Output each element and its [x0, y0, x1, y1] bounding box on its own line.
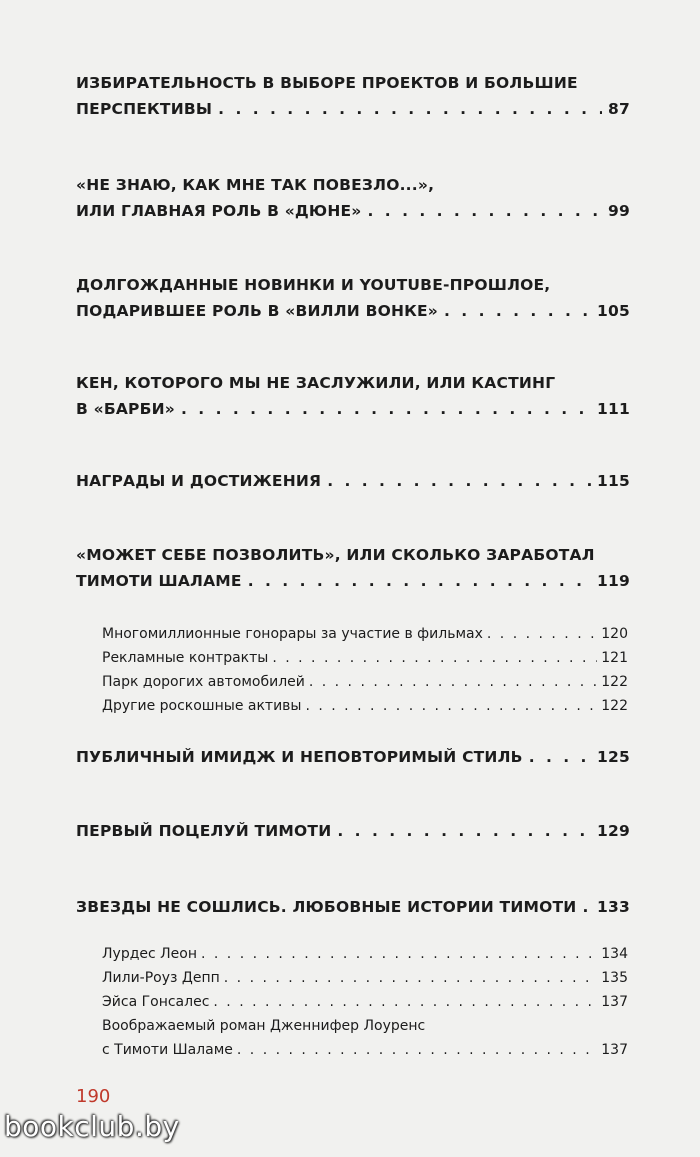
toc-entry-title: ПОДАРИВШЕЕ РОЛЬ В «ВИЛЛИ ВОНКЕ»: [76, 302, 438, 320]
leader-dots: [327, 468, 591, 494]
toc-entry: [76, 468, 630, 494]
toc-entry: [76, 70, 630, 122]
toc-subentry: [102, 694, 628, 718]
toc-subentry-title: Лурдес Леон: [102, 946, 197, 962]
toc-page-number: 129: [597, 822, 630, 840]
toc-page-number: 135: [601, 970, 628, 986]
toc-entry-line: «МОЖЕТ СЕБЕ ПОЗВОЛИТЬ», ИЛИ СКОЛЬКО ЗАРАБОТАЛ: [76, 546, 595, 564]
toc-subentry-line: Воображаемый роман Дженнифер Лоуренс: [102, 1018, 426, 1034]
toc-entry-line: ИЗБИРАТЕЛЬНОСТЬ В ВЫБОРЕ ПРОЕКТОВ И БОЛЬШИЕ: [76, 74, 578, 92]
leader-dots: [309, 670, 597, 694]
leader-dots: [487, 622, 597, 646]
page-number: 190: [76, 1086, 111, 1107]
toc-entry-title: ЗВЕЗДЫ НЕ СОШЛИСЬ. ЛЮБОВНЫЕ ИСТОРИИ ТИМОТИ: [76, 898, 577, 916]
toc-entry: [76, 744, 630, 770]
toc-page-number: 125: [597, 748, 630, 766]
toc-entry-title: ПЕРСПЕКТИВЫ: [76, 100, 213, 118]
toc-page-number: 133: [597, 898, 630, 916]
toc-entry: [76, 172, 630, 224]
toc-subentry: [102, 990, 628, 1014]
toc-subsection-list: [102, 622, 628, 718]
leader-dots: [529, 744, 591, 770]
toc-page-number: 111: [597, 400, 630, 418]
toc-page-number: 134: [601, 946, 628, 962]
toc-page-number: 105: [597, 302, 630, 320]
toc-entry-line: «НЕ ЗНАЮ, КАК МНЕ ТАК ПОВЕЗЛО...»,: [76, 176, 435, 194]
toc-subentry-title: Эйса Гонсалес: [102, 994, 210, 1010]
toc-entry-title: ПЕРВЫЙ ПОЦЕЛУЙ ТИМОТИ: [76, 822, 332, 840]
toc-entry-title: В «БАРБИ»: [76, 400, 175, 418]
leader-dots: [237, 1038, 597, 1062]
toc-subentry: [102, 942, 628, 966]
toc-subentry-title: Другие роскошные активы: [102, 698, 302, 714]
toc-entry-title: ТИМОТИ ШАЛАМЕ: [76, 572, 242, 590]
toc-page-number: 122: [601, 674, 628, 690]
toc-entry-line: ДОЛГОЖДАННЫЕ НОВИНКИ И YOUTUBE-ПРОШЛОЕ,: [76, 276, 551, 294]
toc-subentry: [102, 670, 628, 694]
leader-dots: [582, 894, 591, 920]
toc-page-number: 137: [601, 1042, 628, 1058]
toc-page-number: 87: [608, 100, 630, 118]
toc-subentry: [102, 646, 628, 670]
toc-subentry-title: с Тимоти Шаламе: [102, 1042, 233, 1058]
toc-page-number: 121: [601, 650, 628, 666]
toc-entry-title: ИЛИ ГЛАВНАЯ РОЛЬ В «ДЮНЕ»: [76, 202, 362, 220]
toc-entry-line: КЕН, КОТОРОГО МЫ НЕ ЗАСЛУЖИЛИ, ИЛИ КАСТИНГ: [76, 374, 556, 392]
toc-subentry-title: Многомиллионные гонорары за участие в фильмах: [102, 626, 483, 642]
leader-dots: [368, 198, 603, 224]
leader-dots: [337, 818, 591, 844]
toc-entry: [76, 272, 630, 324]
toc-subentry: [102, 966, 628, 990]
leader-dots: [213, 990, 597, 1014]
toc-entry: [76, 818, 630, 844]
leader-dots: [305, 694, 597, 718]
toc-subsection-list: [102, 942, 628, 1062]
toc-subentry-title: Лили-Роуз Депп: [102, 970, 220, 986]
watermark: bookclub.by: [4, 1110, 180, 1143]
toc-entry: [76, 542, 630, 594]
leader-dots: [224, 966, 597, 990]
toc-subentry: [102, 1038, 628, 1062]
toc-subentry: [102, 622, 628, 646]
toc-entry-title: ПУБЛИЧНЫЙ ИМИДЖ И НЕПОВТОРИМЫЙ СТИЛЬ: [76, 748, 523, 766]
toc-subentry-title: Парк дорогих автомобилей: [102, 674, 305, 690]
leader-dots: [181, 396, 591, 422]
leader-dots: [248, 568, 591, 594]
toc-page-number: 119: [597, 572, 630, 590]
toc-page-number: 99: [608, 202, 630, 220]
toc-page-number: 122: [601, 698, 628, 714]
leader-dots: [201, 942, 597, 966]
toc-page-number: 115: [597, 472, 630, 490]
toc-page-number: 120: [601, 626, 628, 642]
toc-page-number: 137: [601, 994, 628, 1010]
leader-dots: [444, 298, 591, 324]
leader-dots: [272, 646, 597, 670]
toc-subentry-title: Рекламные контракты: [102, 650, 269, 666]
toc-entry: [76, 894, 630, 920]
leader-dots: [218, 96, 602, 122]
toc-entry: [76, 370, 630, 422]
toc-entry-title: НАГРАДЫ И ДОСТИЖЕНИЯ: [76, 472, 322, 490]
